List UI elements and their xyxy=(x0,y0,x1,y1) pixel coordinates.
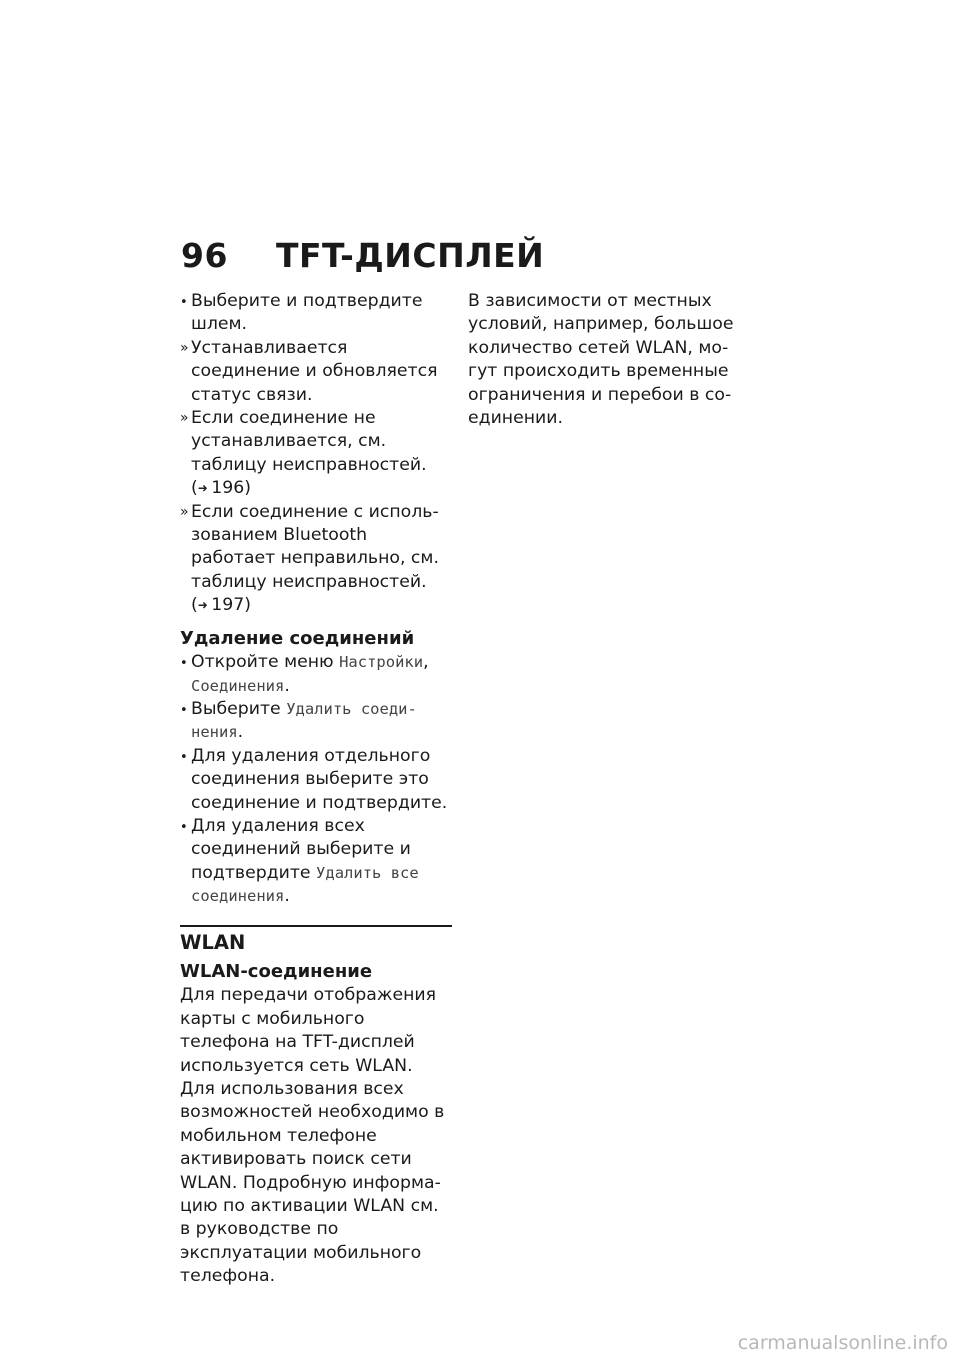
item-text-end: . xyxy=(284,886,290,907)
item-text-sep: , xyxy=(423,652,429,673)
list-item xyxy=(180,651,452,698)
item-text: Устанавливается соединение и обновляется статус связи. xyxy=(191,337,438,405)
wlan-note-paragraph: В зависимости от местных условий, например, большое количество сетей WLAN, могут происходить временные ограничения и перебои в соединении. xyxy=(468,291,734,429)
list-item xyxy=(180,407,452,501)
item-text: Если соединение не устанавливается, см. таблицу неисправностей. ( xyxy=(191,408,427,499)
list-item xyxy=(180,745,452,815)
bullet-icon: • xyxy=(180,702,188,718)
page-title: TFT-ДИСПЛЕЙ xyxy=(275,236,545,275)
right-column xyxy=(468,290,740,430)
list-item xyxy=(180,337,452,407)
page-number: 96 xyxy=(181,236,228,275)
result-arrow-icon: » xyxy=(180,339,189,356)
item-text: Для удаления отдельного соединения выберите это соединение и подтвердите. xyxy=(191,745,448,813)
page-header xyxy=(181,236,544,275)
site-watermark: carmanualsonline.info xyxy=(737,1332,948,1354)
item-text-end: . xyxy=(237,722,244,743)
list-item xyxy=(180,501,452,618)
item-text: Откройте меню xyxy=(191,652,340,673)
result-arrow-icon: » xyxy=(180,410,189,427)
result-arrow-icon: » xyxy=(180,503,189,520)
page-reference-arrow-icon: ➜ xyxy=(197,481,208,496)
section-divider xyxy=(180,925,452,927)
list-item xyxy=(180,698,452,745)
menu-option-delete-connections: Удалить соединения xyxy=(191,699,417,742)
item-text-end: ) xyxy=(244,595,252,616)
menu-path-connections: Соединения xyxy=(191,676,285,695)
bullet-icon: • xyxy=(180,749,188,765)
list-item xyxy=(180,815,452,909)
item-text: Если соединение с использованием Bluetooth работает неправильно, см. таблицу неисправностей. ( xyxy=(191,501,439,616)
page-reference-arrow-icon: ➜ xyxy=(197,598,208,613)
menu-option-delete-all-connections: Удалить все соединения xyxy=(191,863,419,906)
menu-path-settings: Настройки xyxy=(339,653,424,672)
page-reference[interactable]: 196 xyxy=(211,478,245,499)
wlan-paragraph: Для передачи отображения карты с мобильного телефона на TFT-дисплей используется сеть WLAN. Для использования всех возможностей необходимо в мобильном телефоне активировать поиск сети WLAN. Подробную информацию по активации WLAN см. в руководстве по эксплуатации мобильного телефона. xyxy=(180,985,445,1287)
delete-connections-heading: Удаление соединений xyxy=(180,627,415,649)
list-item xyxy=(180,290,452,337)
item-text: Выберите xyxy=(191,698,287,719)
bullet-icon: • xyxy=(180,656,188,672)
item-text: Выберите и подтвердите шлем. xyxy=(191,291,423,335)
item-text-end: ) xyxy=(244,478,252,499)
wlan-connection-heading: WLAN-соединение xyxy=(180,960,373,982)
bullet-icon: • xyxy=(180,295,188,310)
item-text-end: . xyxy=(284,675,290,696)
page-reference[interactable]: 197 xyxy=(211,595,245,616)
left-column xyxy=(180,290,452,1289)
wlan-section-title: WLAN xyxy=(180,930,246,954)
item-text: Для удаления всех соединений выберите и подтвердите xyxy=(191,815,411,883)
bullet-icon: • xyxy=(180,819,188,835)
